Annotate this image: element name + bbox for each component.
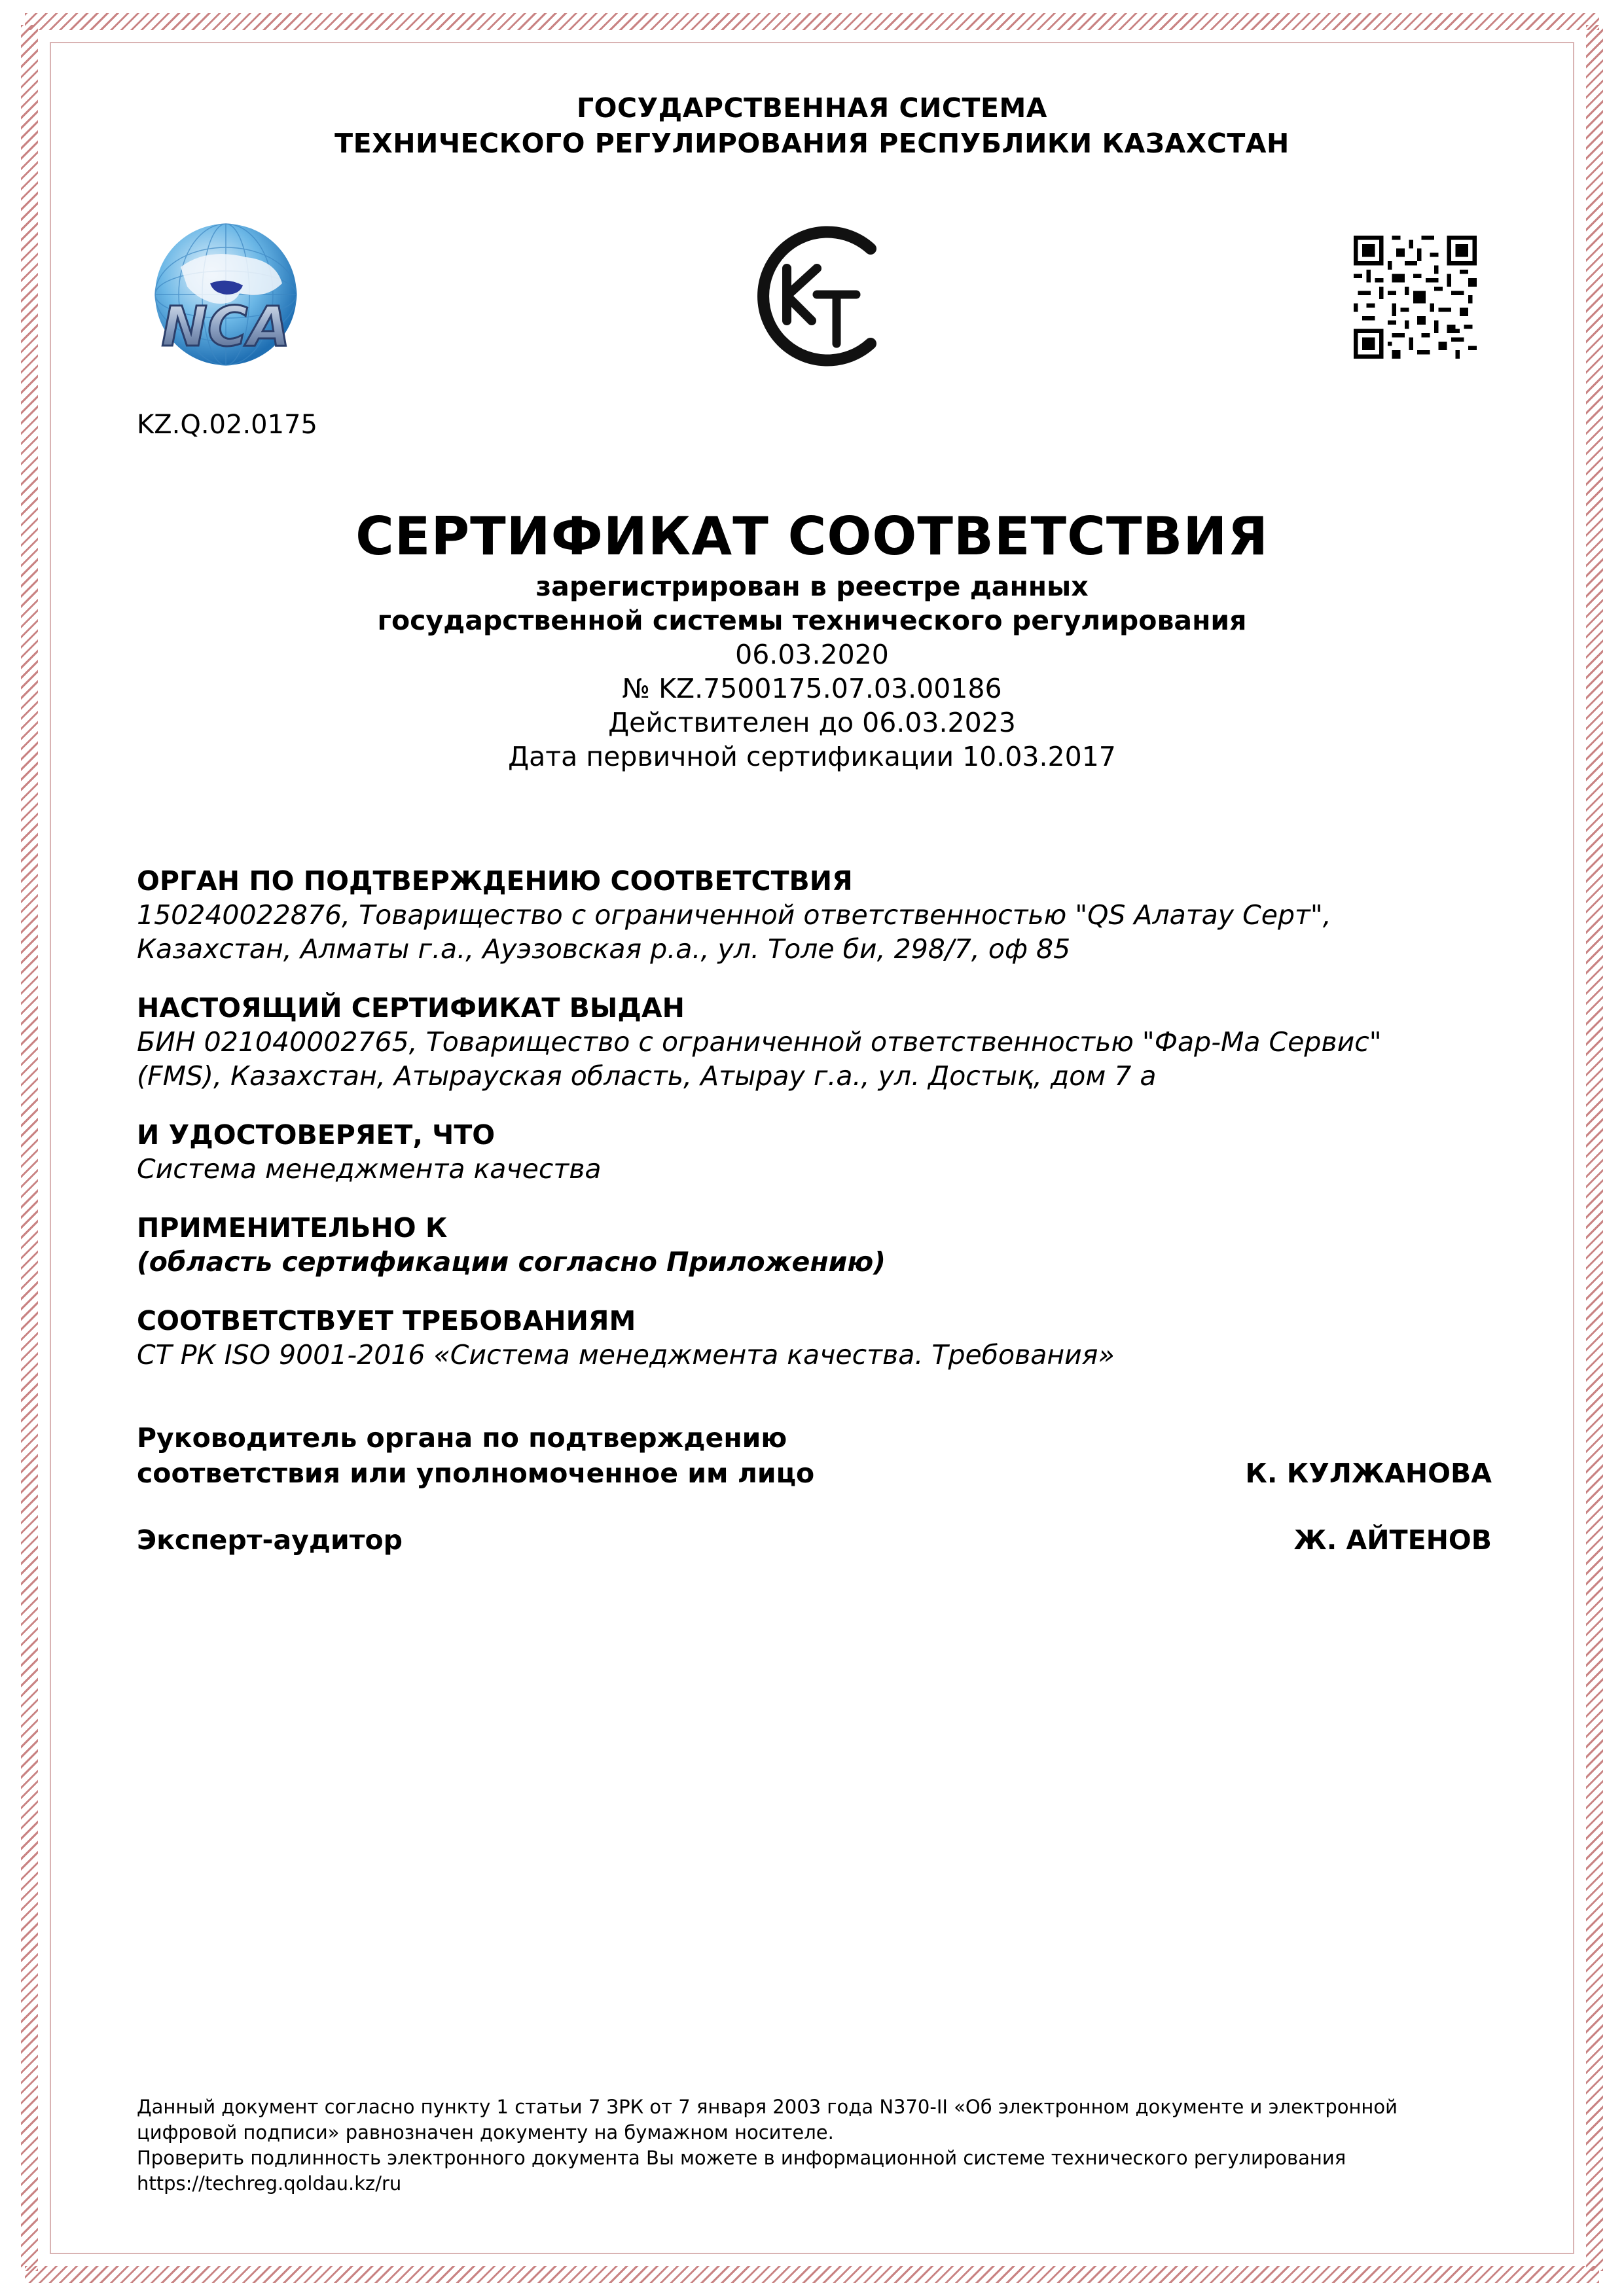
section-text: (FMS), Казахстан, Атырауская область, Атырау г.а., ул. Достық, дом 7 а: [137, 1060, 1157, 1092]
certificate-number: № KZ.7500175.07.03.00186: [622, 673, 1002, 704]
section-certifies: [137, 1118, 1498, 1186]
nca-globe-logo: [135, 221, 317, 378]
section-heading: НАСТОЯЩИЙ СЕРТИФИКАТ ВЫДАН: [137, 992, 685, 1024]
footer-line: Проверить подлинность электронного документа Вы можете в информационной системе технического регулирования: [137, 2147, 1346, 2169]
registry-code: KZ.Q.02.0175: [137, 410, 317, 440]
header-line-2: ТЕХНИЧЕСКОГО РЕГУЛИРОВАНИЯ РЕСПУБЛИКИ КАЗАХСТАН: [334, 128, 1290, 159]
legal-footer: [137, 2094, 1498, 2197]
border-right: [1586, 25, 1603, 2271]
section-text: Система менеджмента качества: [137, 1153, 602, 1185]
signature-expert-label: Эксперт-аудитор: [137, 1524, 403, 1556]
section-heading: ПРИМЕНИТЕЛЬНО К: [137, 1212, 448, 1244]
footer-line: цифровой подписи» равнозначен документу на бумажном носителе.: [137, 2121, 834, 2144]
section-text: Казахстан, Алматы г.а., Ауэзовская р.а., ул. Толе би, 298/7, оф 85: [137, 933, 1071, 965]
signature-head-label-2: соответствия или уполномоченное им лицо: [137, 1458, 815, 1489]
first-certification-date: Дата первичной сертификации 10.03.2017: [508, 741, 1116, 772]
signature-expert-name: Ж. АЙТЕНОВ: [1293, 1524, 1492, 1556]
certificate-title: СЕРТИФИКАТ СООТВЕТСТВИЯ: [355, 506, 1269, 567]
section-text: 150240022876, Товарищество с ограниченной ответственностью "QS Алатау Серт",: [137, 899, 1331, 931]
section-certification-body: [137, 864, 1498, 966]
footer-link[interactable]: https://techreg.qoldau.kz/ru: [137, 2172, 402, 2195]
section-complies-with: [137, 1304, 1498, 1372]
section-text: БИН 021040002765, Товарищество с ограниченной ответственностью "Фар-Ма Сервис": [137, 1026, 1382, 1058]
svg-text:NCA: NCA: [161, 295, 291, 359]
border-left: [21, 25, 38, 2271]
kt-conformity-mark: [746, 223, 884, 370]
certificate-title-block: [0, 504, 1624, 774]
signature-head-label-1: Руководитель органа по подтверждению: [137, 1422, 787, 1454]
section-text: (область сертификации согласно Приложению): [137, 1246, 886, 1278]
document-header: [0, 90, 1624, 161]
signature-expert: [137, 1522, 1492, 1558]
section-issued-to: [137, 991, 1498, 1093]
footer-line: Данный документ согласно пункту 1 статьи 7 ЗРК от 7 января 2003 года N370-II «Об электронном документе и электронной: [137, 2096, 1398, 2118]
section-heading: И УДОСТОВЕРЯЕТ, ЧТО: [137, 1119, 496, 1151]
section-heading: СООТВЕТСТВУЕТ ТРЕБОВАНИЯМ: [137, 1305, 636, 1336]
border-bottom: [25, 2266, 1599, 2283]
registered-line-2: государственной системы технического регулирования: [377, 605, 1247, 636]
qr-code: [1354, 236, 1477, 359]
signature-head: [137, 1420, 1492, 1491]
valid-until: Действителен до 06.03.2023: [608, 707, 1016, 738]
registered-line-1: зарегистрирован в реестре данных: [535, 571, 1089, 602]
registration-date: 06.03.2020: [735, 639, 889, 670]
certificate-sections: [137, 864, 1498, 1397]
header-line-1: ГОСУДАРСТВЕННАЯ СИСТЕМА: [577, 92, 1047, 124]
section-heading: ОРГАН ПО ПОДТВЕРЖДЕНИЮ СООТВЕТСТВИЯ: [137, 865, 853, 897]
section-text: СТ РК ISO 9001-2016 «Система менеджмента качества. Требования»: [137, 1339, 1115, 1371]
section-applies-to: [137, 1211, 1498, 1279]
border-top: [25, 13, 1599, 30]
signature-head-name: К. КУЛЖАНОВА: [1245, 1458, 1492, 1489]
